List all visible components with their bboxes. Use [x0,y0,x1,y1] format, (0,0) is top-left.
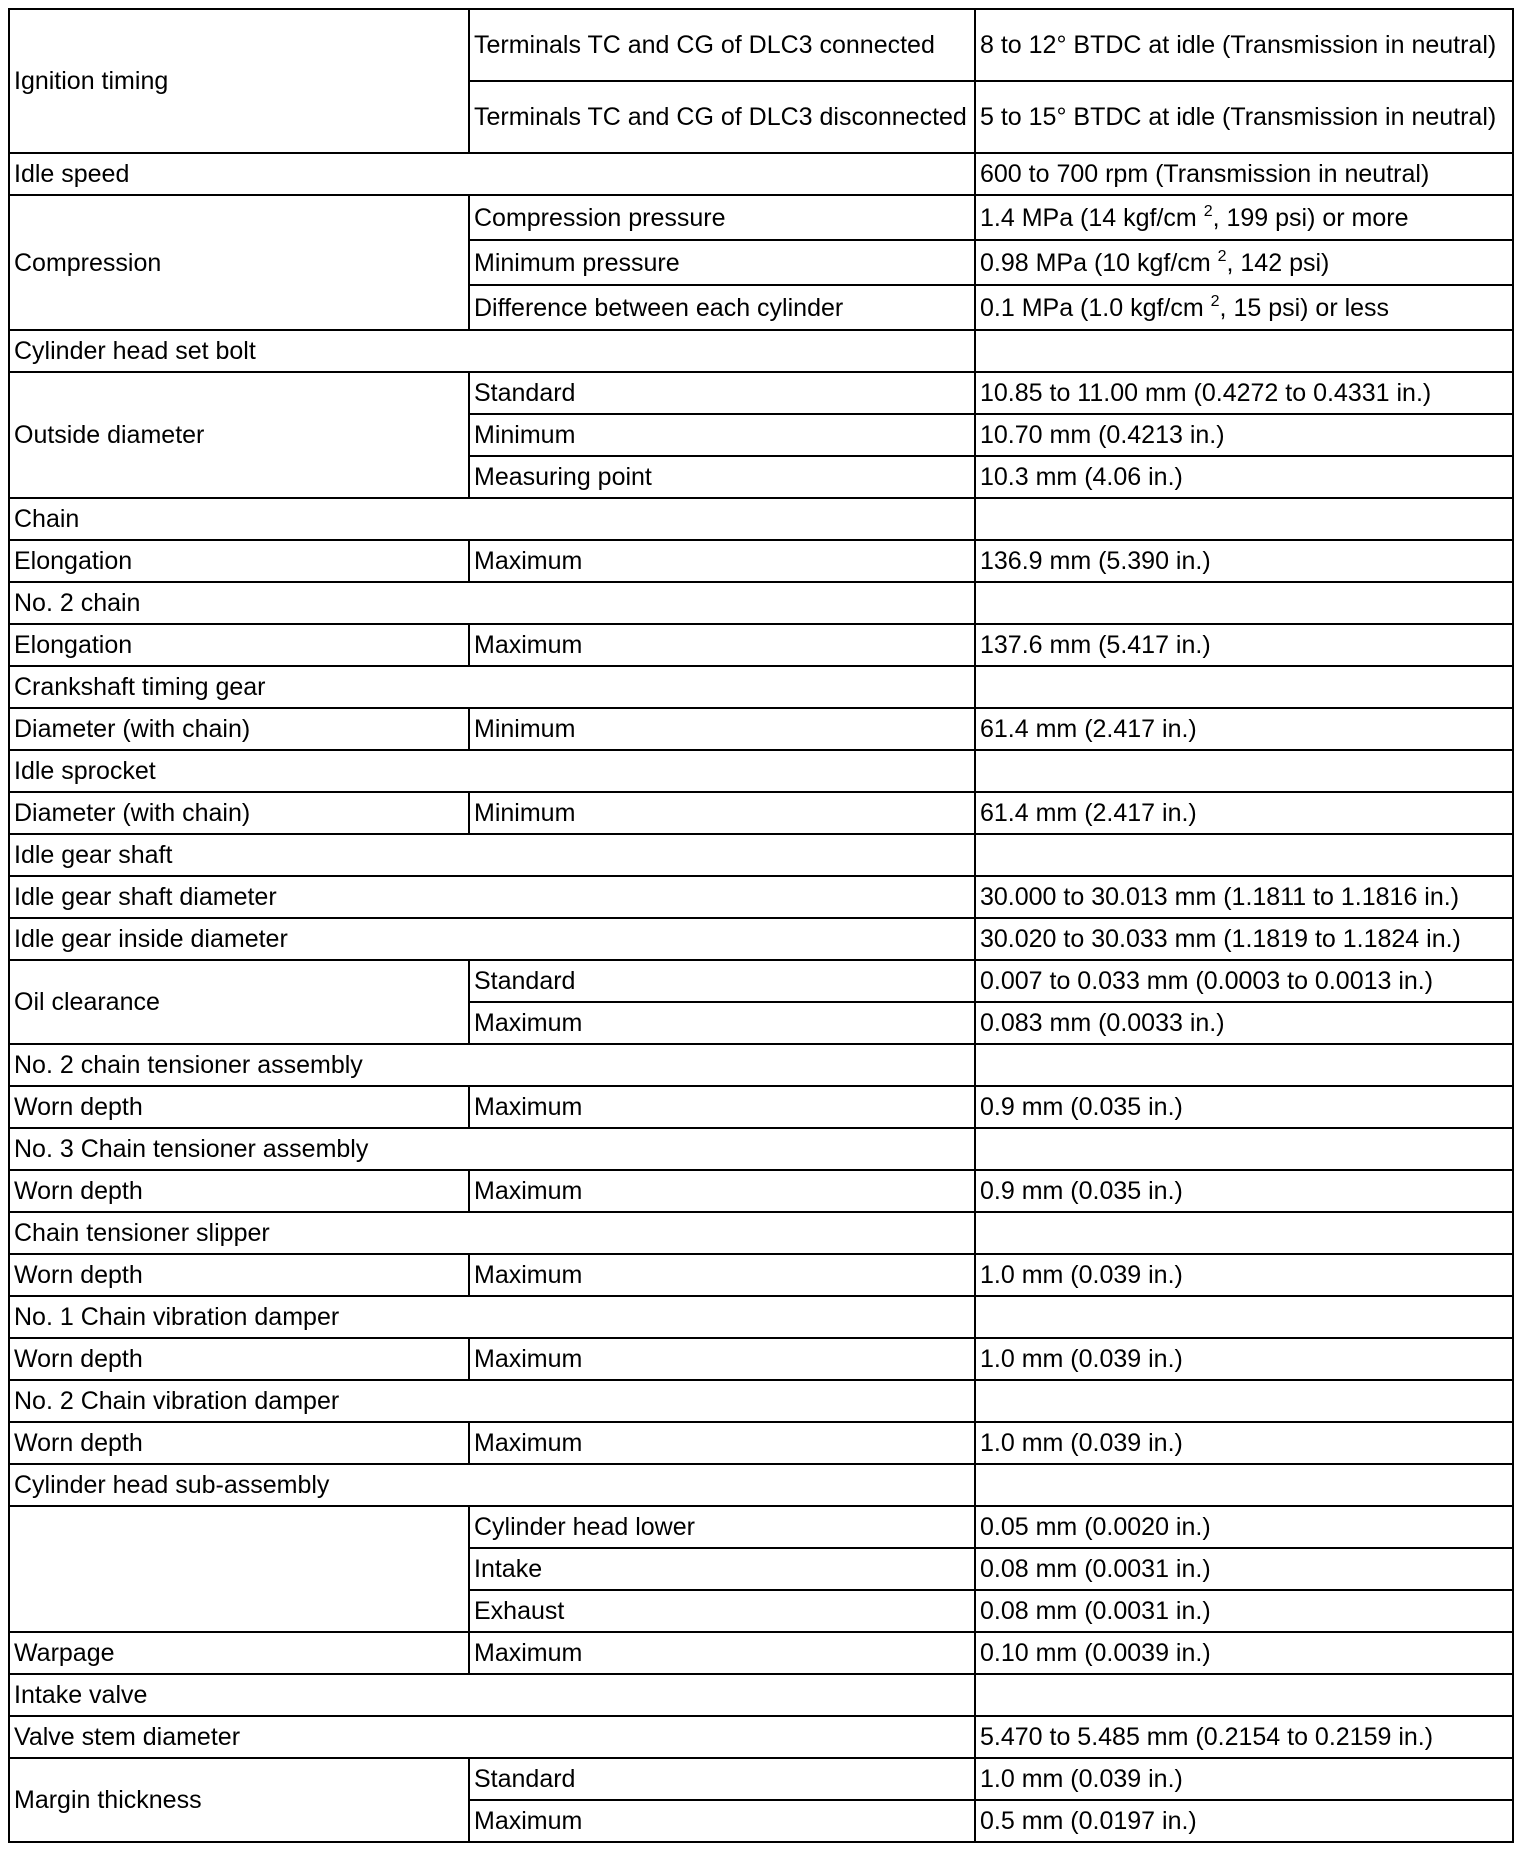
value-cell: 600 to 700 rpm (Transmission in neutral) [975,153,1513,195]
condition-cell: Maximum [469,1338,975,1380]
value-cell: 0.08 mm (0.0031 in.) [975,1590,1513,1632]
value-cell [975,330,1513,372]
value-cell [975,1296,1513,1338]
condition-cell: Maximum [469,1170,975,1212]
item-cell: No. 2 Chain vibration damper [9,1380,975,1422]
table-row [9,1338,1513,1380]
table-row [9,195,1513,240]
value-cell: 8 to 12° BTDC at idle (Transmission in neutral) [975,9,1513,81]
value-cell [975,1128,1513,1170]
value-cell [975,1464,1513,1506]
item-cell: Outside diameter [9,372,469,498]
item-cell: Worn depth [9,1338,469,1380]
table-row [9,153,1513,195]
table-row [9,834,1513,876]
table-row [9,1632,1513,1674]
value-cell [975,750,1513,792]
superscript: 2 [1217,247,1227,265]
value-text: 0.98 MPa (10 kgf/cm [980,248,1218,277]
item-cell: Worn depth [9,1422,469,1464]
value-cell [975,666,1513,708]
value-cell [975,1674,1513,1716]
value-cell: 0.083 mm (0.0033 in.) [975,1002,1513,1044]
value-cell [975,834,1513,876]
table-row [9,1674,1513,1716]
item-cell: Oil clearance [9,960,469,1044]
value-cell [975,195,1513,240]
condition-cell: Minimum [469,708,975,750]
value-cell: 1.0 mm (0.039 in.) [975,1338,1513,1380]
item-cell: Elongation [9,540,469,582]
superscript: 2 [1210,292,1220,310]
table-row [9,918,1513,960]
value-cell [975,1044,1513,1086]
table-row [9,1044,1513,1086]
item-cell: Worn depth [9,1254,469,1296]
value-cell: 0.007 to 0.033 mm (0.0003 to 0.0013 in.) [975,960,1513,1002]
table-row [9,1506,1513,1548]
condition-cell: Maximum [469,540,975,582]
item-cell: Compression [9,195,469,330]
table-row [9,960,1513,1002]
table-row [9,666,1513,708]
table-row [9,1716,1513,1758]
condition-cell: Intake [469,1548,975,1590]
table-row [9,750,1513,792]
table-row [9,1254,1513,1296]
value-cell [975,582,1513,624]
value-cell: 5 to 15° BTDC at idle (Transmission in neutral) [975,81,1513,153]
table-row [9,1380,1513,1422]
condition-cell: Minimum [469,792,975,834]
condition-cell: Maximum [469,1422,975,1464]
condition-cell: Difference between each cylinder [469,285,975,330]
item-cell: Idle speed [9,153,975,195]
spec-table-body [9,9,1513,1842]
item-cell: Worn depth [9,1086,469,1128]
item-cell: Intake valve [9,1674,975,1716]
condition-cell: Maximum [469,624,975,666]
item-cell: Crankshaft timing gear [9,666,975,708]
condition-cell: Compression pressure [469,195,975,240]
item-cell: No. 2 chain [9,582,975,624]
superscript: 2 [1203,202,1213,220]
item-cell: Worn depth [9,1170,469,1212]
spec-table [8,8,1514,1843]
value-cell [975,240,1513,285]
condition-cell: Standard [469,1758,975,1800]
table-row [9,1758,1513,1800]
item-cell: No. 1 Chain vibration damper [9,1296,975,1338]
item-cell: Diameter (with chain) [9,792,469,834]
table-row [9,1464,1513,1506]
table-row [9,540,1513,582]
value-cell: 137.6 mm (5.417 in.) [975,624,1513,666]
table-row [9,1296,1513,1338]
value-cell: 0.10 mm (0.0039 in.) [975,1632,1513,1674]
value-cell [975,285,1513,330]
item-cell: Chain tensioner slipper [9,1212,975,1254]
condition-cell: Maximum [469,1254,975,1296]
value-cell [975,1380,1513,1422]
table-row [9,1086,1513,1128]
value-cell: 30.000 to 30.013 mm (1.1811 to 1.1816 in.) [975,876,1513,918]
table-row [9,1212,1513,1254]
value-cell: 0.9 mm (0.035 in.) [975,1170,1513,1212]
condition-cell: Maximum [469,1800,975,1842]
value-cell: 0.08 mm (0.0031 in.) [975,1548,1513,1590]
item-cell: Idle gear shaft diameter [9,876,975,918]
table-row [9,708,1513,750]
value-cell: 136.9 mm (5.390 in.) [975,540,1513,582]
condition-cell: Terminals TC and CG of DLC3 disconnected [469,81,975,153]
value-text: 1.4 MPa (14 kgf/cm [980,203,1204,232]
condition-cell: Minimum [469,414,975,456]
table-row [9,1422,1513,1464]
value-cell: 0.5 mm (0.0197 in.) [975,1800,1513,1842]
value-cell: 61.4 mm (2.417 in.) [975,708,1513,750]
item-cell: Cylinder head set bolt [9,330,975,372]
item-cell: Valve stem diameter [9,1716,975,1758]
value-cell: 1.0 mm (0.039 in.) [975,1254,1513,1296]
value-cell [975,498,1513,540]
item-cell: Warpage [9,1632,469,1674]
table-row [9,1170,1513,1212]
value-cell: 0.9 mm (0.035 in.) [975,1086,1513,1128]
item-cell: Cylinder head sub-assembly [9,1464,975,1506]
table-row [9,876,1513,918]
table-row [9,582,1513,624]
value-text: , 199 psi) or more [1212,203,1409,232]
item-cell: No. 2 chain tensioner assembly [9,1044,975,1086]
table-row [9,1128,1513,1170]
value-cell: 0.05 mm (0.0020 in.) [975,1506,1513,1548]
value-cell: 5.470 to 5.485 mm (0.2154 to 0.2159 in.) [975,1716,1513,1758]
value-cell: 61.4 mm (2.417 in.) [975,792,1513,834]
condition-cell: Maximum [469,1086,975,1128]
condition-cell: Minimum pressure [469,240,975,285]
condition-cell: Maximum [469,1002,975,1044]
item-cell: No. 3 Chain tensioner assembly [9,1128,975,1170]
condition-cell: Cylinder head lower [469,1506,975,1548]
item-cell: Elongation [9,624,469,666]
condition-cell: Standard [469,960,975,1002]
item-cell: Ignition timing [9,9,469,153]
value-cell: 1.0 mm (0.039 in.) [975,1758,1513,1800]
value-cell: 30.020 to 30.033 mm (1.1819 to 1.1824 in.) [975,918,1513,960]
item-cell: Idle sprocket [9,750,975,792]
value-text: , 15 psi) or less [1219,293,1390,322]
condition-cell: Exhaust [469,1590,975,1632]
value-cell [975,1212,1513,1254]
value-text: 0.1 MPa (1.0 kgf/cm [980,293,1211,322]
table-row [9,624,1513,666]
value-cell: 10.85 to 11.00 mm (0.4272 to 0.4331 in.) [975,372,1513,414]
table-row [9,792,1513,834]
value-cell: 10.3 mm (4.06 in.) [975,456,1513,498]
condition-cell: Maximum [469,1632,975,1674]
table-row [9,330,1513,372]
condition-cell: Measuring point [469,456,975,498]
table-row [9,498,1513,540]
item-cell: Idle gear inside diameter [9,918,975,960]
item-cell: Diameter (with chain) [9,708,469,750]
item-cell: Margin thickness [9,1758,469,1842]
condition-cell: Terminals TC and CG of DLC3 connected [469,9,975,81]
table-row [9,372,1513,414]
value-cell: 1.0 mm (0.039 in.) [975,1422,1513,1464]
condition-cell: Standard [469,372,975,414]
item-cell: Idle gear shaft [9,834,975,876]
value-text: , 142 psi) [1226,248,1330,277]
item-cell: Chain [9,498,975,540]
value-cell: 10.70 mm (0.4213 in.) [975,414,1513,456]
table-row [9,9,1513,81]
item-cell [9,1506,469,1632]
